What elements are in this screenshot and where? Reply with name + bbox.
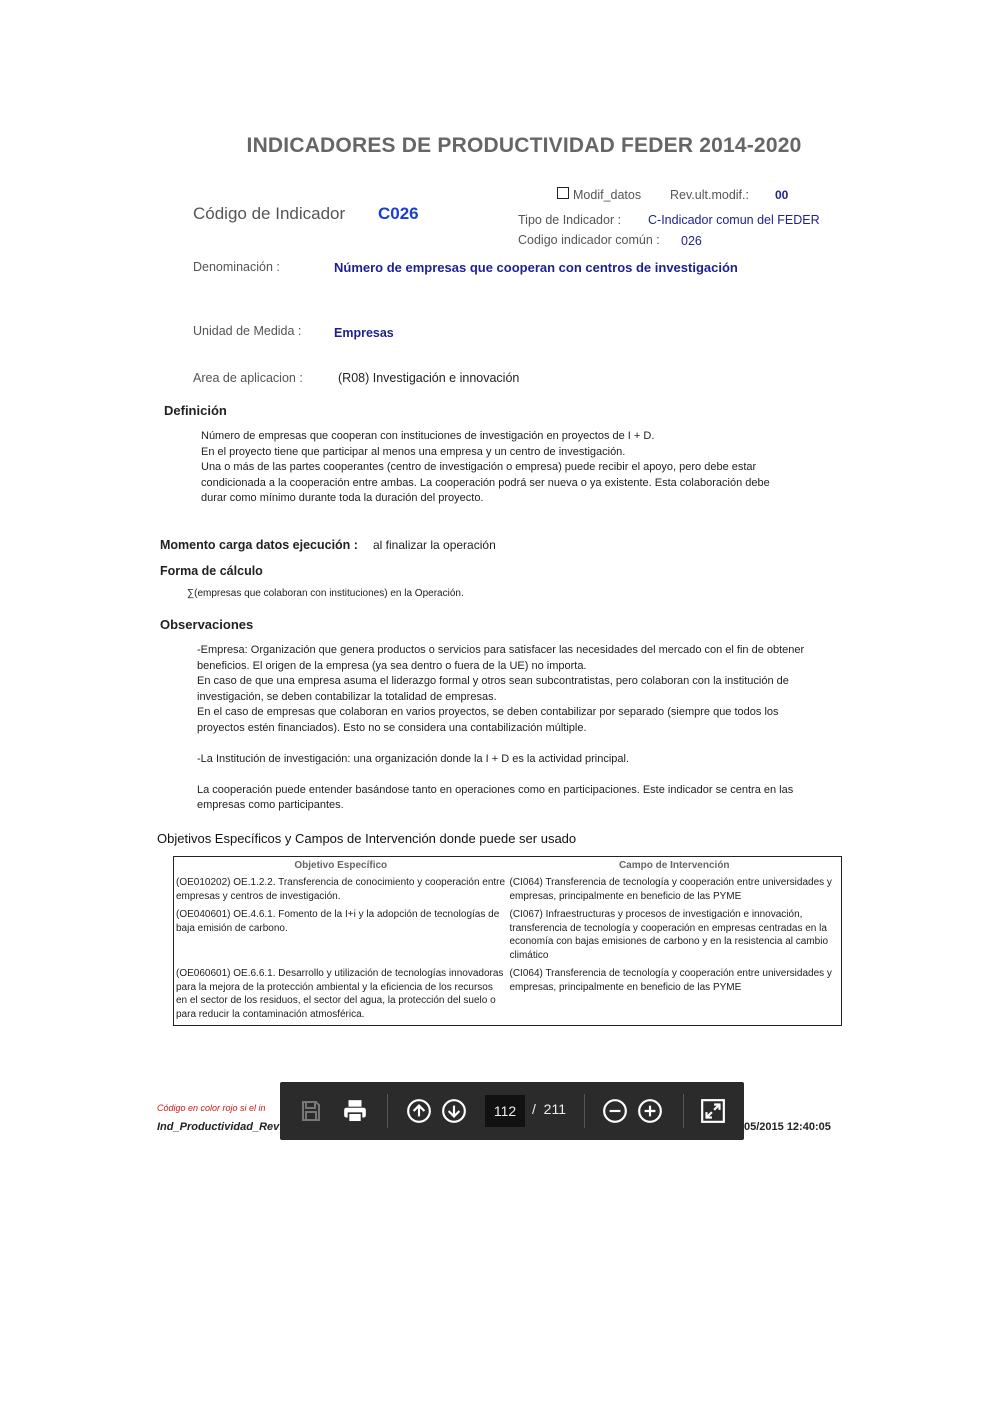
zoom-out-button[interactable] xyxy=(600,1096,630,1126)
objetivo-cell: (OE010202) OE.1.2.2. Transferencia de conocimiento y cooperación entre empresas y centros de investigación. xyxy=(176,877,506,902)
next-page-button[interactable] xyxy=(439,1096,469,1126)
definicion-heading: Definición xyxy=(164,403,227,418)
unidad-value: Empresas xyxy=(334,326,394,340)
zoom-in-button[interactable] xyxy=(635,1096,665,1126)
momento-value: al finalizar la operación xyxy=(373,538,496,552)
fit-page-icon xyxy=(700,1098,726,1124)
objetivo-cell: (OE060601) OE.6.6.1. Desarrollo y utilización de tecnologías innovadoras para la mejora de la protección ambiental y la eficiencia de los recursos en el sector de los residuos, el sector del agua, la protección del suelo o para reducir la contaminación atmosférica. xyxy=(176,968,504,1020)
arrow-down-circle-icon xyxy=(441,1098,467,1124)
tipo-value: C-Indicador comun del FEDER xyxy=(648,213,820,227)
observaciones-text: -Empresa: Organización que genera productos o servicios para satisfacer las necesidades del mercado con el fin de obtener beneficios. El origen de la empresa (ya sea dentro o fuera de la UE) no importa. En caso de que una empresa asuma el liderazgo formal y otros sean subcontratistas, pero colaboran con la institución de investigación, se deben contabilizar la totalidad de empresas. En el caso de empresas que colaboran en varios proyectos, se deben contabilizar por separado (siempre que todos los proyectos estén financiados). Esto no se considera una contabilización múltiple. -La Institución de investigación: una organización donde la I + D es la actividad principal. La cooperación puede entender basándose tanto en operaciones como en participaciones. Este indicador se centra en las empresas como participantes. xyxy=(197,644,805,811)
objetivos-heading: Objetivos Específicos y Campos de Intervención donde puede ser usado xyxy=(157,831,577,846)
col-objetivo-header: Objetivo Específico xyxy=(294,860,388,871)
codigo-value: C026 xyxy=(378,204,419,223)
prev-page-button[interactable] xyxy=(404,1096,434,1126)
objetivos-table xyxy=(173,856,842,1026)
zoom-in-icon xyxy=(637,1098,663,1124)
area-value: (R08) Investigación e innovación xyxy=(338,371,520,385)
footer-red-note: Código en color rojo si el in xyxy=(157,1103,266,1113)
pdf-toolbar xyxy=(280,1082,744,1140)
unidad-label: Unidad de Medida : xyxy=(193,324,302,338)
momento-label: Momento carga datos ejecución : xyxy=(160,538,358,552)
rev-label: Rev.ult.modif.: xyxy=(670,188,749,202)
forma-text: ∑(empresas que colaboran con instituciones) en la Operación. xyxy=(187,588,464,599)
comun-value: 026 xyxy=(681,234,702,248)
save-button[interactable] xyxy=(296,1096,326,1126)
comun-label: Codigo indicador común : xyxy=(518,233,660,247)
denominacion-label: Denominación : xyxy=(193,260,280,274)
observaciones-heading: Observaciones xyxy=(160,617,254,632)
footer-file-name: Ind_Productividad_Rev xyxy=(157,1121,280,1133)
table-row xyxy=(174,907,842,966)
table-row xyxy=(174,966,842,1026)
col-campo-header: Campo de Intervención xyxy=(618,860,730,871)
forma-heading: Forma de cálculo xyxy=(160,564,263,578)
area-label: Area de aplicacion : xyxy=(193,371,303,385)
page-total: / 211 xyxy=(532,1101,566,1117)
campo-cell: (CI067) Infraestructuras y procesos de investigación e innovación, transferencia de tecnología y cooperación en empresas centradas en la economía con bajas emisiones de carbono y en la resistencia al cambio climático xyxy=(509,909,829,961)
zoom-out-icon xyxy=(602,1098,628,1124)
table-row xyxy=(174,875,842,907)
print-icon xyxy=(342,1098,368,1124)
campo-cell: (CI064) Transferencia de tecnología y cooperación entre universidades y empresas, principalmente en beneficio de las PYME xyxy=(509,968,832,993)
codigo-label: Código de Indicador xyxy=(193,204,346,223)
arrow-up-circle-icon xyxy=(406,1098,432,1124)
definicion-text: Número de empresas que cooperan con instituciones de investigación en proyectos de I + D. En el proyecto tiene que participar al menos una empresa y un centro de investigación. Una o más de las partes cooperantes (centro de investigación o empresa) puede recibir el apoyo, pero debe estar condicionada a la cooperación entre ambas. La cooperación podrá ser nueva o ya existente. Esta colaboración debe durar como mínimo durante toda la duración del proyecto. xyxy=(201,430,770,504)
modif-datos-label: Modif_datos xyxy=(573,188,642,202)
tipo-label: Tipo de Indicador : xyxy=(518,213,622,227)
denominacion-value: Número de empresas que cooperan con centros de investigación xyxy=(334,260,738,275)
footer-datetime: 05/2015 12:40:05 xyxy=(744,1121,831,1133)
objetivo-cell: (OE040601) OE.4.6.1. Fomento de la I+i y la adopción de tecnologías de baja emisión de carbono. xyxy=(176,909,500,934)
page-number-input[interactable]: 112 xyxy=(485,1095,525,1127)
rev-value: 00 xyxy=(775,188,789,202)
modif-datos-checkbox[interactable] xyxy=(557,186,569,204)
fit-page-button[interactable] xyxy=(698,1096,728,1126)
print-button[interactable] xyxy=(340,1096,370,1126)
campo-cell: (CI064) Transferencia de tecnología y cooperación entre universidades y empresas, principalmente en beneficio de las PYME xyxy=(509,877,832,902)
save-icon xyxy=(299,1099,323,1123)
page-title: INDICADORES DE PRODUCTIVIDAD FEDER 2014-2020 xyxy=(246,134,802,157)
